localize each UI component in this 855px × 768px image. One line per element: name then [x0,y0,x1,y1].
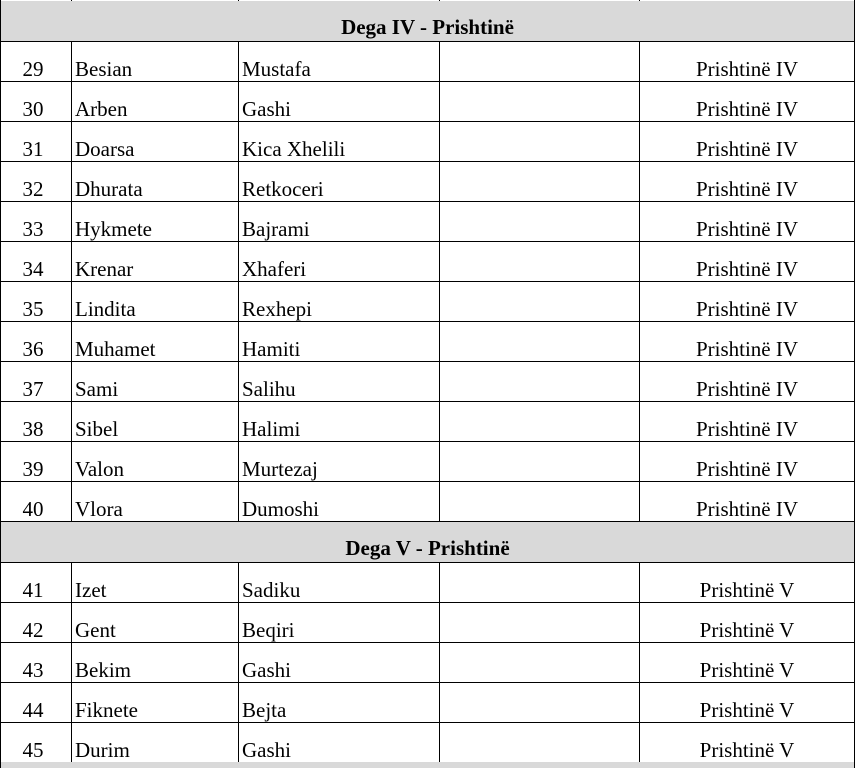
first-name-cell[interactable]: Muhamet [72,322,239,362]
row-number-cell[interactable]: 34 [0,242,72,282]
branch-cell[interactable]: Prishtinë IV [640,482,855,522]
last-name-cell[interactable]: Gashi [239,643,440,683]
row-number-cell[interactable]: 29 [0,42,72,82]
next-section-strip [0,762,855,768]
branch-cell[interactable]: Prishtinë IV [640,402,855,442]
last-name-cell[interactable]: Gashi [239,82,440,122]
first-name-cell[interactable]: Lindita [72,282,239,322]
empty-cell[interactable] [440,402,640,442]
first-name-cell[interactable]: Durim [72,723,239,763]
table-row [0,242,855,282]
branch-cell[interactable]: Prishtinë V [640,603,855,643]
empty-cell[interactable] [440,82,640,122]
row-number-cell[interactable]: 38 [0,402,72,442]
branch-cell[interactable]: Prishtinë IV [640,82,855,122]
table-row [0,683,855,723]
last-name-cell[interactable]: Retkoceri [239,162,440,202]
last-name-cell[interactable]: Kica Xhelili [239,122,440,162]
branch-cell[interactable]: Prishtinë V [640,683,855,723]
branch-cell[interactable]: Prishtinë IV [640,322,855,362]
branch-cell[interactable]: Prishtinë IV [640,122,855,162]
branch-cell[interactable]: Prishtinë IV [640,282,855,322]
row-number-cell[interactable]: 43 [0,643,72,683]
first-name-cell[interactable]: Bekim [72,643,239,683]
row-number-cell[interactable]: 35 [0,282,72,322]
last-name-cell[interactable]: Halimi [239,402,440,442]
last-name-cell[interactable]: Xhaferi [239,242,440,282]
empty-cell[interactable] [440,683,640,723]
last-name-cell[interactable]: Murtezaj [239,442,440,482]
first-name-cell[interactable]: Valon [72,442,239,482]
last-name-cell[interactable]: Dumoshi [239,482,440,522]
branch-cell[interactable]: Prishtinë IV [640,242,855,282]
first-name-cell[interactable]: Doarsa [72,122,239,162]
table-row [0,603,855,643]
row-number-cell[interactable]: 41 [0,563,72,603]
table-row [0,442,855,482]
first-name-cell[interactable]: Besian [72,42,239,82]
table-row [0,563,855,603]
branch-cell[interactable]: Prishtinë IV [640,442,855,482]
table-row [0,82,855,122]
branch-cell[interactable]: Prishtinë IV [640,42,855,82]
section-header: Dega IV - Prishtinë [0,1,855,42]
branch-cell[interactable]: Prishtinë IV [640,162,855,202]
empty-cell[interactable] [440,242,640,282]
empty-cell[interactable] [440,122,640,162]
empty-cell[interactable] [440,563,640,603]
table-row [0,202,855,242]
first-name-cell[interactable]: Sami [72,362,239,402]
table-row [0,362,855,402]
empty-cell[interactable] [440,482,640,522]
table-row [0,402,855,442]
branch-cell[interactable]: Prishtinë IV [640,202,855,242]
first-name-cell[interactable]: Izet [72,563,239,603]
row-number-cell[interactable]: 30 [0,82,72,122]
branch-cell[interactable]: Prishtinë IV [640,362,855,402]
empty-cell[interactable] [440,603,640,643]
table-row [0,122,855,162]
row-number-cell[interactable]: 42 [0,603,72,643]
section-header: Dega V - Prishtinë [0,522,855,563]
table-row [0,723,855,763]
last-name-cell[interactable]: Salihu [239,362,440,402]
table-row [0,282,855,322]
first-name-cell[interactable]: Dhurata [72,162,239,202]
empty-cell[interactable] [440,442,640,482]
empty-cell[interactable] [440,162,640,202]
last-name-cell[interactable]: Sadiku [239,563,440,603]
row-number-cell[interactable]: 32 [0,162,72,202]
first-name-cell[interactable]: Vlora [72,482,239,522]
row-number-cell[interactable]: 33 [0,202,72,242]
table-row [0,643,855,683]
row-number-cell[interactable]: 39 [0,442,72,482]
empty-cell[interactable] [440,202,640,242]
empty-cell[interactable] [440,362,640,402]
first-name-cell[interactable]: Fiknete [72,683,239,723]
empty-cell[interactable] [440,723,640,763]
last-name-cell[interactable]: Bejta [239,683,440,723]
branch-cell[interactable]: Prishtinë V [640,643,855,683]
empty-cell[interactable] [440,42,640,82]
last-name-cell[interactable]: Hamiti [239,322,440,362]
branch-cell[interactable]: Prishtinë V [640,563,855,603]
row-number-cell[interactable]: 45 [0,723,72,763]
last-name-cell[interactable]: Mustafa [239,42,440,82]
branch-cell[interactable]: Prishtinë V [640,723,855,763]
row-number-cell[interactable]: 37 [0,362,72,402]
row-number-cell[interactable]: 31 [0,122,72,162]
last-name-cell[interactable]: Beqiri [239,603,440,643]
row-number-cell[interactable]: 36 [0,322,72,362]
table-row [0,322,855,362]
empty-cell[interactable] [440,282,640,322]
empty-cell[interactable] [440,643,640,683]
first-name-cell[interactable]: Sibel [72,402,239,442]
table-row [0,42,855,82]
last-name-cell[interactable]: Gashi [239,723,440,763]
table-row [0,482,855,522]
empty-cell[interactable] [440,322,640,362]
row-number-cell[interactable]: 40 [0,482,72,522]
first-name-cell[interactable]: Gent [72,603,239,643]
table-row [0,162,855,202]
first-name-cell[interactable]: Krenar [72,242,239,282]
first-name-cell[interactable]: Arben [72,82,239,122]
last-name-cell[interactable]: Rexhepi [239,282,440,322]
first-name-cell[interactable]: Hykmete [72,202,239,242]
last-name-cell[interactable]: Bajrami [239,202,440,242]
row-number-cell[interactable]: 44 [0,683,72,723]
